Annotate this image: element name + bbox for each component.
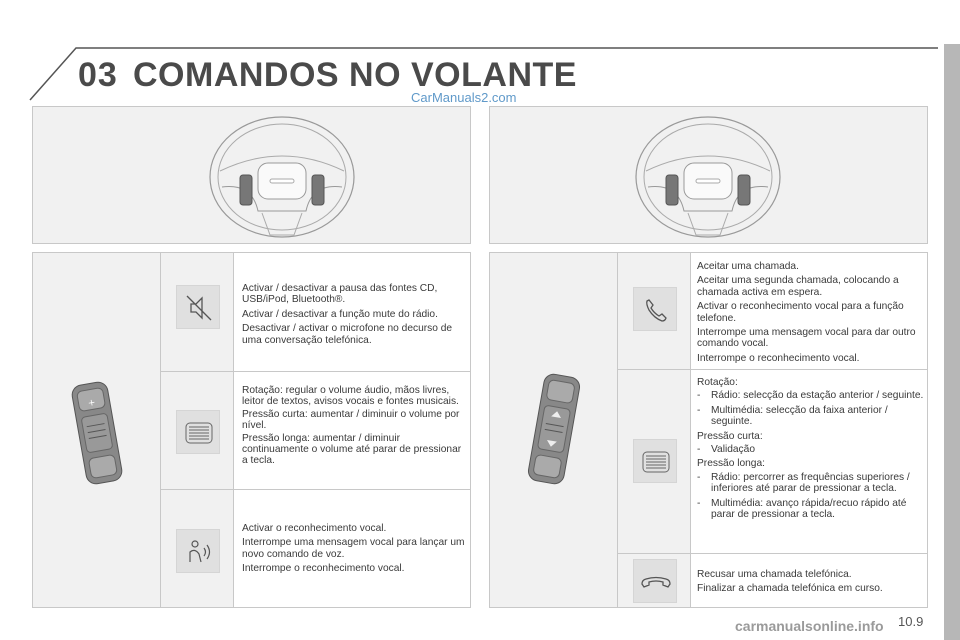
side-bar bbox=[944, 44, 960, 640]
row-text-phone-hangup bbox=[697, 569, 925, 598]
text-line: Interrompe uma mensagem vocal para lançar um novo comando de voz. bbox=[242, 537, 465, 560]
steering-wheel-right-icon bbox=[490, 107, 929, 245]
text-line: Activar / desactivar a pausa das fontes CD, USB/iPod, Bluetooth®. bbox=[242, 283, 438, 306]
list-item: - Multimédia: selecção da faixa anterior / seguinte. bbox=[697, 404, 888, 428]
page-title: COMANDOS NO VOLANTE bbox=[133, 56, 577, 94]
page-number: 10.9 bbox=[898, 614, 924, 629]
thumbwheel-icon-box bbox=[633, 439, 677, 483]
phone-hangup-icon-box bbox=[633, 559, 677, 603]
left-control-pad-icon bbox=[33, 253, 161, 609]
control-pad-photo-right bbox=[490, 253, 618, 607]
row-separator bbox=[161, 371, 470, 372]
steering-wheel-left-icon bbox=[33, 107, 472, 245]
text-line: Rotação: regular o volume áudio, mãos livres, leitor de textos, avisos vocais e fontes musicais. bbox=[242, 385, 459, 408]
watermark-top: CarManuals2.com bbox=[411, 90, 517, 105]
svg-text:+: + bbox=[87, 397, 97, 410]
voice-command-icon-box bbox=[176, 529, 220, 573]
phone-hangup-icon bbox=[634, 560, 678, 604]
text-line: Interrompe o reconhecimento vocal. bbox=[242, 563, 405, 575]
row-text-mute bbox=[242, 283, 467, 349]
text-line: Activar / desactivar a função mute do rádio. bbox=[242, 308, 438, 320]
list-item: - Rádio: percorrer as frequências superiores / inferiores até parar de pressionar a tecla. bbox=[697, 471, 910, 495]
text-line: Desactivar / activar o microfone no decurso de uma conversação telefónica. bbox=[242, 323, 453, 346]
controls-table-right bbox=[489, 252, 928, 608]
mute-icon bbox=[177, 286, 221, 330]
text-line: Aceitar uma chamada. bbox=[697, 261, 799, 272]
thumbwheel-icon bbox=[634, 440, 678, 484]
controls-table-left bbox=[32, 252, 471, 608]
phone-answer-icon bbox=[634, 288, 678, 332]
steering-wheel-panel-left bbox=[32, 106, 471, 244]
text-line: Recusar uma chamada telefónica. bbox=[697, 569, 852, 580]
mute-button-icon-box bbox=[176, 285, 220, 329]
text-line: Pressão curta: aumentar / diminuir o volume por nível. bbox=[242, 408, 460, 432]
text-line: Rotação: bbox=[697, 377, 738, 388]
text-line: Finalizar a chamada telefónica em curso. bbox=[697, 583, 883, 595]
row-separator bbox=[161, 489, 470, 490]
steering-wheel-panel-right bbox=[489, 106, 928, 244]
row-separator bbox=[618, 369, 927, 370]
text-line: Interrompe uma mensagem vocal para dar outro comando vocal. bbox=[697, 327, 916, 350]
row-text-thumbwheel bbox=[697, 377, 925, 523]
chapter-number: 03 bbox=[78, 56, 118, 94]
row-text-phone-answer bbox=[697, 261, 925, 367]
list-item: - Rádio: selecção da estação anterior / seguinte. bbox=[697, 390, 924, 402]
list-item: - Validação bbox=[697, 444, 755, 456]
thumbwheel-icon-box bbox=[176, 410, 220, 454]
voice-command-icon bbox=[177, 530, 221, 574]
text-line: Aceitar uma segunda chamada, colocando a chamada activa em espera. bbox=[697, 275, 899, 298]
text-line: Pressão longa: bbox=[697, 458, 765, 470]
row-text-voice bbox=[242, 523, 467, 578]
text-line: Activar o reconhecimento vocal para a função telefone. bbox=[697, 301, 904, 324]
right-control-pad-icon bbox=[490, 253, 618, 609]
list-item: - Multimédia: avanço rápida/recuo rápido até parar de pressionar a tecla. bbox=[697, 497, 907, 521]
control-pad-photo-left bbox=[33, 253, 161, 607]
text-line: Pressão longa: aumentar / diminuir continuamente o volume até parar de pressionar a tecla. bbox=[242, 432, 462, 467]
thumbwheel-icon bbox=[177, 411, 221, 455]
watermark-bottom: carmanualsonline.info bbox=[735, 618, 884, 634]
text-line: Activar o reconhecimento vocal. bbox=[242, 523, 387, 534]
phone-answer-icon-box bbox=[633, 287, 677, 331]
row-separator bbox=[618, 553, 927, 554]
text-line: Pressão curta: bbox=[697, 430, 763, 442]
text-line: Interrompe o reconhecimento vocal. bbox=[697, 352, 860, 364]
row-text-volume bbox=[242, 385, 467, 470]
